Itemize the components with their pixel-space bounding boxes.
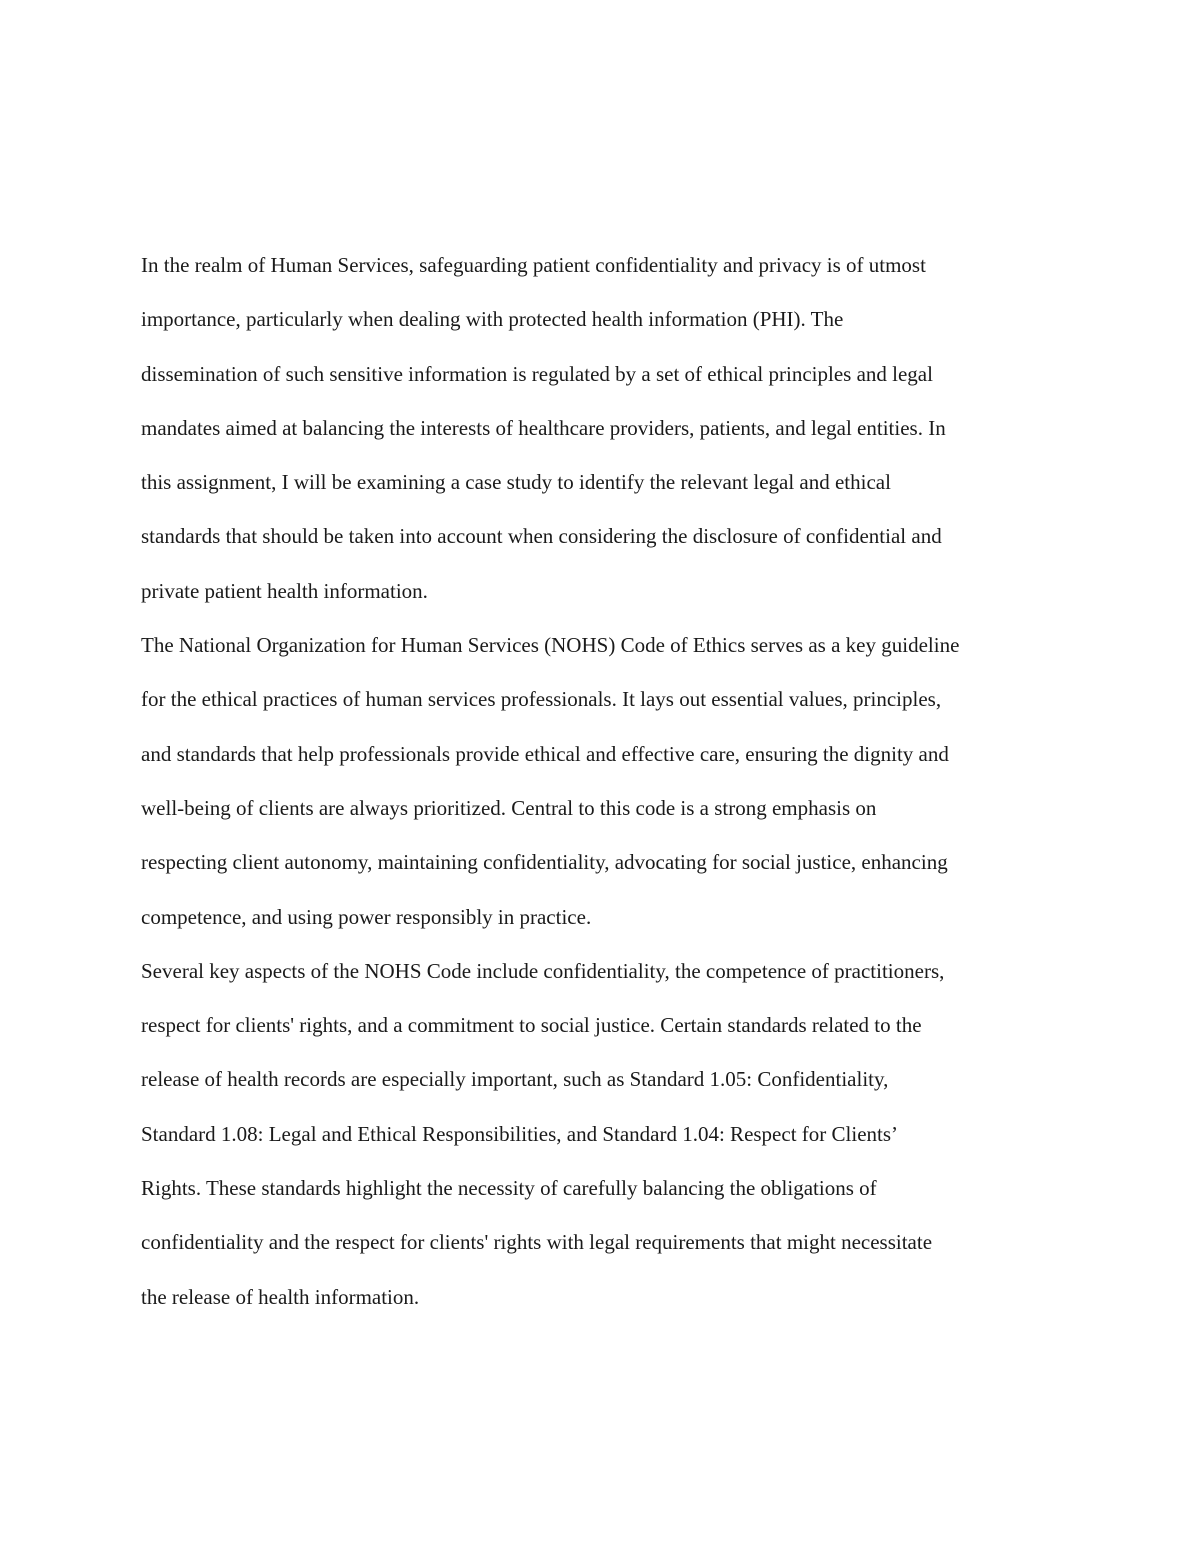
text-line: Several key aspects of the NOHS Code include confidentiality, the competence of practitioners,: [141, 958, 945, 983]
text-line: private patient health information.: [141, 578, 428, 603]
paragraph-nohs-code: [141, 618, 1071, 944]
text-line: respecting client autonomy, maintaining confidentiality, advocating for social justice, enhancing: [141, 850, 948, 875]
text-line: The National Organization for Human Services (NOHS) Code of Ethics serves as a key guideline: [141, 633, 960, 658]
text-line: release of health records are especially important, such as Standard 1.05: Confidentiality,: [141, 1067, 889, 1092]
text-line: respect for clients' rights, and a commitment to social justice. Certain standards related to the: [141, 1013, 922, 1038]
paragraph-standards: [141, 944, 1071, 1324]
text-line: dissemination of such sensitive information is regulated by a set of ethical principles and legal: [141, 361, 933, 386]
text-line: the release of health information.: [141, 1284, 420, 1309]
text-line: and standards that help professionals provide ethical and effective care, ensuring the dignity and: [141, 741, 949, 766]
text-line: competence, and using power responsibly in practice.: [141, 904, 592, 929]
text-line: Rights. These standards highlight the necessity of carefully balancing the obligations of: [141, 1176, 877, 1201]
text-line: importance, particularly when dealing with protected health information (PHI). The: [141, 307, 844, 332]
text-line: mandates aimed at balancing the interests of healthcare providers, patients, and legal entities. In: [141, 415, 946, 440]
text-line: standards that should be taken into account when considering the disclosure of confidential and: [141, 524, 942, 549]
paragraph-introduction: [141, 238, 1071, 618]
document-body: [141, 238, 1071, 1324]
text-line: Standard 1.08: Legal and Ethical Responsibilities, and Standard 1.04: Respect for Clients’: [141, 1121, 899, 1146]
text-line: confidentiality and the respect for clients' rights with legal requirements that might necessitate: [141, 1230, 933, 1255]
text-line: for the ethical practices of human services professionals. It lays out essential values, principles,: [141, 687, 942, 712]
text-line: In the realm of Human Services, safeguarding patient confidentiality and privacy is of utmost: [141, 253, 926, 277]
text-line: this assignment, I will be examining a case study to identify the relevant legal and ethical: [141, 470, 891, 495]
text-line: well-being of clients are always prioritized. Central to this code is a strong emphasis on: [141, 795, 877, 820]
